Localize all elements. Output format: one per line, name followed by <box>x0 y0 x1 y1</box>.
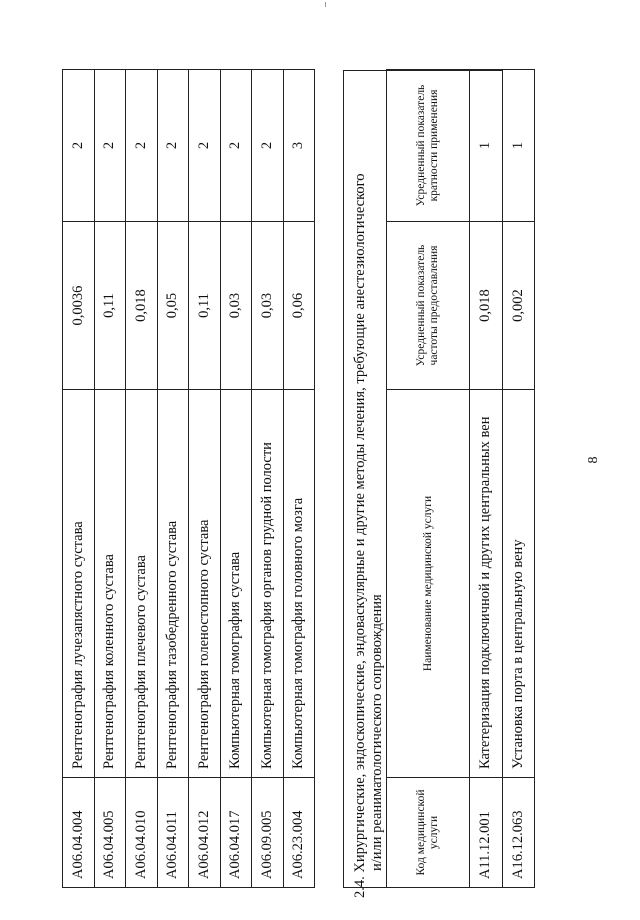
multiplicity-value: 2 <box>157 70 189 222</box>
service-name: Рентгенография плечевого сустава <box>126 390 158 778</box>
table-row <box>189 70 221 888</box>
service-code: A06.04.005 <box>94 778 126 888</box>
multiplicity-value: 2 <box>126 70 158 222</box>
frequency-value: 0,03 <box>220 222 252 390</box>
table-row <box>126 70 158 888</box>
table-row <box>470 70 503 888</box>
table-row <box>157 70 189 888</box>
section-title <box>352 98 386 898</box>
service-name: Компьютерная томография органов грудной полости <box>252 390 284 778</box>
service-code: A16.12.063 <box>502 778 535 888</box>
section-title-line2: и/или реаниматологического сопровождения <box>369 594 385 871</box>
frequency-value: 0,11 <box>94 222 126 390</box>
multiplicity-value: 2 <box>94 70 126 222</box>
header-code: Код медицинской услуги <box>387 778 470 888</box>
service-name: Рентгенография голеностопного сустава <box>189 390 221 778</box>
table-row <box>220 70 252 888</box>
service-code: A06.04.010 <box>126 778 158 888</box>
header-row <box>387 70 470 888</box>
service-name: Рентгенография лучезапястного сустава <box>63 390 95 778</box>
service-name: Установка порта в центральную вену <box>502 390 535 778</box>
section-title-line1: 2.4. Хирургические, эндоскопические, эндоваскулярные и другие методы лечения, требующие анестезиологического <box>352 173 368 898</box>
service-name: Компьютерная томография сустава <box>220 390 252 778</box>
table-row <box>63 70 95 888</box>
frequency-value: 0,05 <box>157 222 189 390</box>
frequency-value: 0,018 <box>470 222 503 390</box>
table-row <box>283 70 315 888</box>
service-name: Компьютерная томография головного мозга <box>283 390 315 778</box>
diagnostics-table <box>62 69 315 888</box>
multiplicity-value: 1 <box>502 70 535 222</box>
frequency-value: 0,06 <box>283 222 315 390</box>
multiplicity-value: 3 <box>283 70 315 222</box>
table-row <box>252 70 284 888</box>
frequency-value: 0,002 <box>502 222 535 390</box>
frequency-value: 0,0036 <box>63 222 95 390</box>
service-code: A06.09.005 <box>252 778 284 888</box>
page-number: 8 <box>586 456 601 464</box>
multiplicity-value: 2 <box>63 70 95 222</box>
header-name: Наименование медицинской услуги <box>387 390 470 778</box>
table-row <box>502 70 535 888</box>
service-code: A06.04.004 <box>63 778 95 888</box>
scan-mark <box>325 2 326 7</box>
frequency-value: 0,11 <box>189 222 221 390</box>
service-code: A06.04.012 <box>189 778 221 888</box>
header-frequency: Усредненный показатель частоты предоставления <box>387 222 470 390</box>
frequency-value: 0,03 <box>252 222 284 390</box>
service-name: Катетеризация подключичной и других центральных вен <box>470 390 503 778</box>
service-code: A06.04.017 <box>220 778 252 888</box>
table-row <box>94 70 126 888</box>
service-code: A11.12.001 <box>470 778 503 888</box>
surgical-methods-table <box>386 69 535 888</box>
frequency-value: 0,018 <box>126 222 158 390</box>
service-code: A06.04.011 <box>157 778 189 888</box>
multiplicity-value: 2 <box>220 70 252 222</box>
multiplicity-value: 2 <box>252 70 284 222</box>
service-name: Рентгенография тазобедренного сустава <box>157 390 189 778</box>
service-code: A06.23.004 <box>283 778 315 888</box>
header-multiplicity: Усредненный показатель кратности применения <box>387 70 470 222</box>
multiplicity-value: 1 <box>470 70 503 222</box>
multiplicity-value: 2 <box>189 70 221 222</box>
service-name: Рентгенография коленного сустава <box>94 390 126 778</box>
